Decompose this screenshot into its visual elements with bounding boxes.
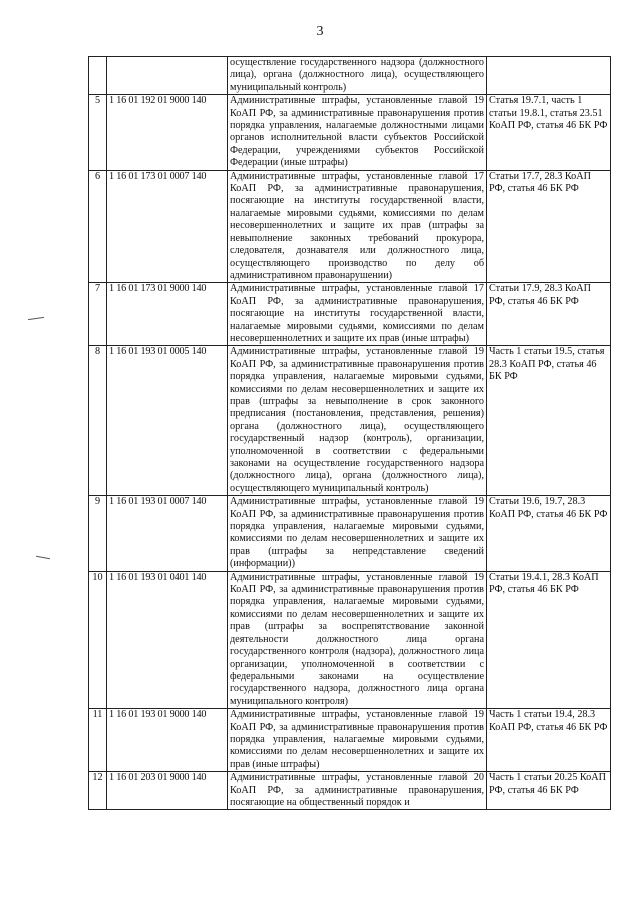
- fine-description: Административные штрафы, установленные главой 19 КоАП РФ, за административные правонарушения против порядка управления, налагаемые мировыми судьями, комиссиями по делам несовершеннолетних и защите их прав (штрафы за воспрепятствование законной деятельности должностного лица органа государственного контроля (надзора), должностного лица организации, уполномоченной в соответствии с федеральными законами на осуществление государственного надзора, должностного лица органа муниципального контроля): [228, 571, 487, 708]
- margin-pen-mark: [36, 556, 50, 559]
- legal-reference: Статьи 19.6, 19.7, 28.3 КоАП РФ, статья 46 БК РФ: [487, 496, 611, 571]
- fine-description: Административные штрафы, установленные главой 19 КоАП РФ, за административные правонарушения против порядка управления, налагаемые мировыми судьями, комиссиями по делам несовершеннолетних и защите их прав (иные штрафы): [228, 709, 487, 772]
- budget-classification-code: 1 16 01 193 01 0007 140: [107, 496, 228, 571]
- page-number: 3: [316, 24, 324, 39]
- table-row: [89, 283, 611, 346]
- legal-reference: Часть 1 статьи 19.4, 28.3 КоАП РФ, статья 46 БК РФ: [487, 709, 611, 772]
- legal-reference: Часть 1 статьи 19.5, статья 28.3 КоАП РФ, статья 46 БК РФ: [487, 346, 611, 496]
- table-row: [89, 95, 611, 170]
- row-number: 12: [89, 772, 107, 810]
- budget-classification-code: 1 16 01 173 01 0007 140: [107, 170, 228, 283]
- row-number: 6: [89, 170, 107, 283]
- row-number: 8: [89, 346, 107, 496]
- table-row: [89, 496, 611, 571]
- row-number: [89, 57, 107, 95]
- row-number: 11: [89, 709, 107, 772]
- margin-pen-mark: [28, 317, 44, 320]
- budget-classification-code: 1 16 01 193 01 0005 140: [107, 346, 228, 496]
- legal-reference: [487, 57, 611, 95]
- row-number: 7: [89, 283, 107, 346]
- budget-classification-code: 1 16 01 193 01 0401 140: [107, 571, 228, 708]
- budget-classification-code: 1 16 01 192 01 9000 140: [107, 95, 228, 170]
- table-row: [89, 170, 611, 283]
- legal-reference: Статьи 17.7, 28.3 КоАП РФ, статья 46 БК РФ: [487, 170, 611, 283]
- row-number: 9: [89, 496, 107, 571]
- fine-description: Административные штрафы, установленные главой 17 КоАП РФ, за административные правонарушения, посягающие на институты государственной власти, налагаемые мировыми судьями, комиссиями по делам несовершеннолетних и защите их прав (иные штрафы): [228, 283, 487, 346]
- fine-description: Административные штрафы, установленные главой 20 КоАП РФ, за административные правонарушения, посягающие на общественный порядок и: [228, 772, 487, 810]
- budget-classification-code: 1 16 01 173 01 9000 140: [107, 283, 228, 346]
- row-number: 5: [89, 95, 107, 170]
- fine-description: Административные штрафы, установленные главой 17 КоАП РФ, за административные правонарушения, посягающие на институты государственной власти, налагаемые мировыми судьями, комиссиями по делам несовершеннолетних и защите их прав (штрафы за невыполнение законных требований прокурора, следователя, дознавателя или должностного лица, осуществляющего производство по делу об административном правонарушении): [228, 170, 487, 283]
- budget-classification-code: 1 16 01 193 01 9000 140: [107, 709, 228, 772]
- table-row: [89, 571, 611, 708]
- table-row: [89, 772, 611, 810]
- table-row: [89, 709, 611, 772]
- fine-description: Административные штрафы, установленные главой 19 КоАП РФ, за административные правонарушения против порядка управления, налагаемые мировыми судьями, комиссиями по делам несовершеннолетних и защите их прав (штрафы за непредставление сведений (информации)): [228, 496, 487, 571]
- legal-reference: Часть 1 статьи 20.25 КоАП РФ, статья 46 БК РФ: [487, 772, 611, 810]
- fines-table: [88, 56, 611, 810]
- legal-reference: Статьи 19.4.1, 28.3 КоАП РФ, статья 46 БК РФ: [487, 571, 611, 708]
- legal-reference: Статья 19.7.1, часть 1 статьи 19.8.1, статья 23.51 КоАП РФ, статья 46 БК РФ: [487, 95, 611, 170]
- legal-reference: Статьи 17.9, 28.3 КоАП РФ, статья 46 БК РФ: [487, 283, 611, 346]
- budget-classification-code: [107, 57, 228, 95]
- budget-classification-code: 1 16 01 203 01 9000 140: [107, 772, 228, 810]
- table-row: [89, 346, 611, 496]
- table-row: [89, 57, 611, 95]
- fine-description: осуществление государственного надзора (должностного лица), органа (должностного лица), осуществляющего муниципальный контроль): [228, 57, 487, 95]
- fine-description: Административные штрафы, установленные главой 19 КоАП РФ, за административные правонарушения против порядка управления, налагаемые должностными лицами органов исполнительной власти субъектов Российской Федерации, учреждениями субъектов Российской Федерации (иные штрафы): [228, 95, 487, 170]
- fine-description: Административные штрафы, установленные главой 19 КоАП РФ, за административные правонарушения против порядка управления, налагаемые мировыми судьями, комиссиями по делам несовершеннолетних и защите их прав (штрафы за невыполнение в срок законного предписания (постановления, представления, решения) органа (должностного лица), осуществляющего государственный надзор (контроль), организации, уполномоченной в соответствии с федеральными законами на осуществление государственного надзора (должностного лица), органа (должностного лица), осуществляющего муниципальный контроль): [228, 346, 487, 496]
- row-number: 10: [89, 571, 107, 708]
